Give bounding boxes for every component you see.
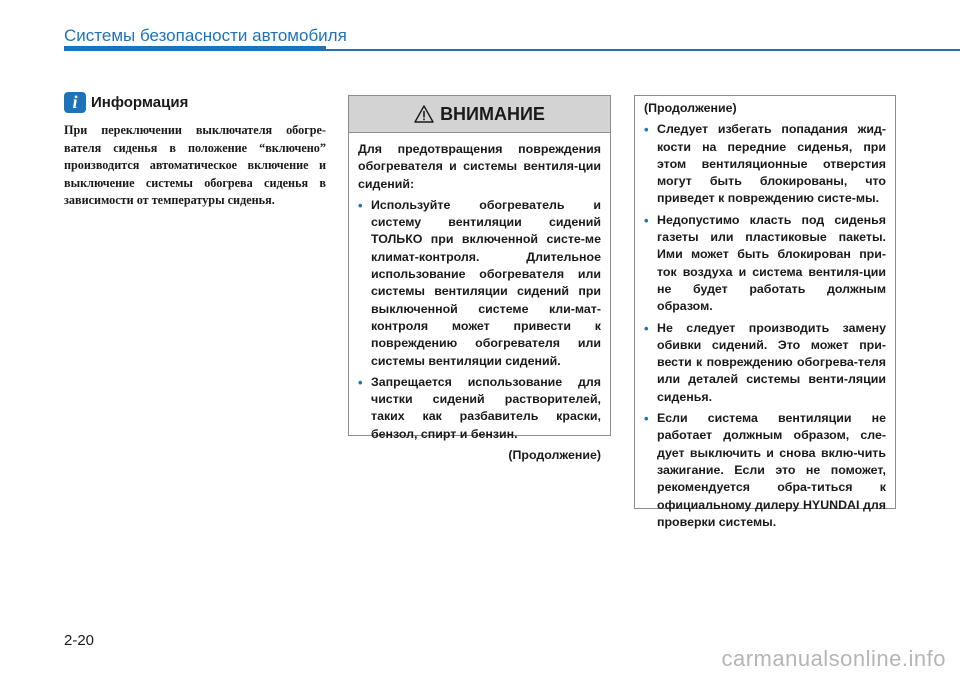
continued-note: (Продолжение) (508, 448, 601, 463)
warning-bullet-text: Используйте обогреватель и систему вентиляции сидений ТОЛЬКО при включенной систе-ме климат-контроля. Длительное использование обогревателя или системы вентиляции сидений при выключенной системе кли-мат-контроля может привести к повреждению обогревателя или системы вентиляции сидений. (371, 197, 601, 368)
warning-bullet (358, 374, 601, 443)
warning-intro: Для предотвращения повреждения обогревателя и системы вентиля-ции сидений: (358, 142, 601, 191)
info-body: При переключении выключателя обогре-вателя сиденья в положение “включено” производится автоматическое включение и выключение системы обогрева сиденья в зависимости от температуры сиденья. (64, 123, 326, 207)
bullet-dot-icon: • (644, 320, 649, 336)
continuation-bullet-text: Не следует производить замену обивки сидений. Это может при-вести к повреждению обогрева-теля или деталей системы венти-ляции сиденья. (657, 320, 886, 404)
continuation-bullet-text: Если система вентиляции не работает должным образом, сле-дует выключить и снова вклю-чить зажигание. Если это не поможет, рекомендуется обра-титься к официальному дилеру HYUNDAI для проверки системы. (657, 411, 886, 529)
warning-header (349, 96, 610, 133)
bullet-dot-icon: • (644, 411, 649, 427)
continuation-content (635, 96, 895, 531)
warning-triangle-icon (414, 105, 434, 123)
continuation-bullet (644, 121, 886, 207)
info-icon: i (64, 92, 86, 113)
continuation-bullet-text: Недопустимо класть под сиденья газеты или пластиковые пакеты. Ими может быть блокирован при-ток воздуха и система вентиля-ции не будет работать должным образом. (657, 212, 886, 314)
bullet-dot-icon: • (644, 212, 649, 228)
warning-bullet-text: Запрещается использование для чистки сидений растворителей, таких как разбавитель краски, бензол, спирт и бензин. (371, 374, 601, 441)
warning-box (348, 95, 611, 463)
bullet-dot-icon: • (644, 122, 649, 138)
continuation-bullet-text: Следует избегать попадания жид-кости на передние сиденья, при этом вентиляционные отверстия могут быть блокированы, что приведет к повреждению систе-мы. (657, 122, 886, 206)
header-rule-accent (64, 46, 326, 51)
continuation-bullet (644, 320, 886, 406)
warning-bullet (358, 197, 601, 370)
bullet-dot-icon: • (358, 374, 363, 390)
continuation-heading: (Продолжение) (644, 101, 737, 115)
info-heading: Информация (91, 94, 189, 111)
watermark: carmanualsonline.info (721, 646, 946, 671)
header-rule (326, 49, 960, 51)
bullet-dot-icon: • (358, 197, 363, 213)
continuation-bullet (644, 410, 886, 531)
continuation-bullet (644, 212, 886, 316)
section-title: Системы безопасности автомобиля (64, 26, 347, 45)
warning-title: ВНИМАНИЕ (440, 103, 545, 124)
warning-content (349, 133, 610, 464)
page-number: 2-20 (64, 632, 95, 649)
continuation-box (634, 95, 896, 529)
